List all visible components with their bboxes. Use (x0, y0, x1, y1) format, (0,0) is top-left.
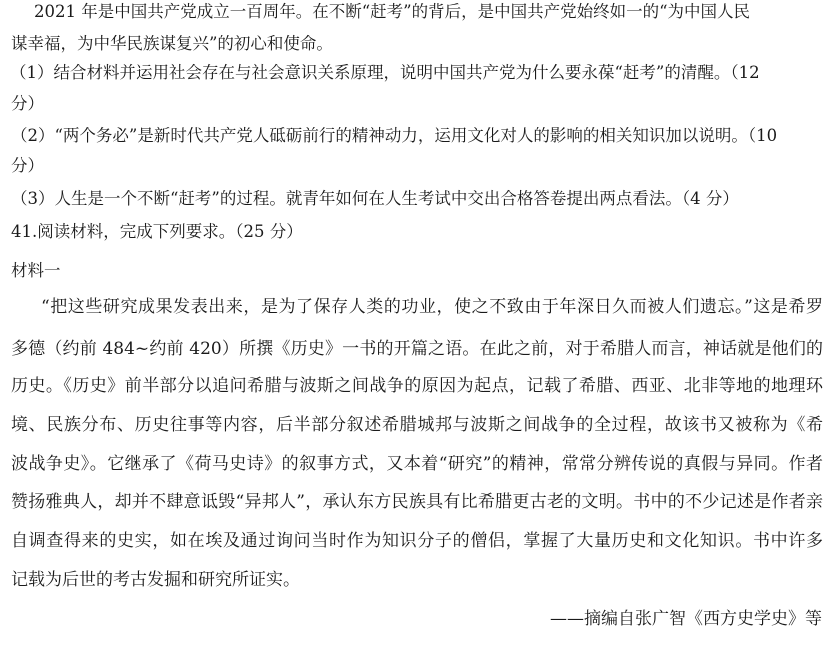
question-1-line-2: 分） (11, 94, 44, 113)
question-2-line-2: 分） (11, 156, 44, 175)
material-line-2: 多德（约前 484~约前 420）所撰《历史》一书的开篇之语。在此之前，对于希腊人而言，神话就是他们的 (11, 339, 823, 359)
material-line-4: 境、民族分布、历史往事等内容，后半部分叙述希腊城邦与波斯之间战争的全过程，故该书又被称为《希 (11, 415, 823, 435)
material-line-1: “把这些研究成果发表出来，是为了保存人类的功业，使之不致由于年深日久而被人们遗忘。”这是希罗 (41, 297, 823, 317)
material-line-8: 记载为后世的考古发掘和研究所证实。 (11, 570, 300, 590)
intro-line-2: 谋幸福，为中华民族谋复兴”的初心和使命。 (11, 34, 333, 53)
question-41-heading: 41.阅读材料，完成下列要求。（25 分） (11, 222, 303, 241)
material-line-6: 赞扬雅典人，却并不肆意诋毁“异邦人”，承认东方民族具有比希腊更古老的文明。书中的不少记述是作者亲 (11, 492, 823, 512)
material-source: ——摘编自张广智《西方史学史》等 (550, 609, 822, 629)
material-line-5: 波战争史》。它继承了《荷马史诗》的叙事方式，又本着“研究”的精神，常常分辨传说的真假与异同。作者 (11, 454, 823, 474)
material-line-3: 历史。《历史》前半部分以追问希腊与波斯之间战争的原因为起点，记载了希腊、西亚、北非等地的地理环 (11, 376, 823, 396)
material-line-7: 自调查得来的史实，如在埃及通过询问当时作为知识分子的僧侣，掌握了大量历史和文化知识。书中许多 (11, 531, 823, 551)
question-2-line-1: （2）“两个务必”是新时代共产党人砥砺前行的精神动力，运用文化对人的影响的相关知识加以说明。（10 (11, 126, 778, 145)
intro-line-1: 2021 年是中国共产党成立一百周年。在不断“赶考”的背后，是中国共产党始终如一的“为中国人民 (34, 2, 751, 21)
material-heading: 材料一 (11, 261, 61, 280)
question-3: （3）人生是一个不断“赶考”的过程。就青年如何在人生考试中交出合格答卷提出两点看法。（4 分） (11, 189, 739, 208)
question-1-line-1: （1）结合材料并运用社会存在与社会意识关系原理，说明中国共产党为什么要永葆“赶考”的清醒。（12 (10, 63, 760, 82)
